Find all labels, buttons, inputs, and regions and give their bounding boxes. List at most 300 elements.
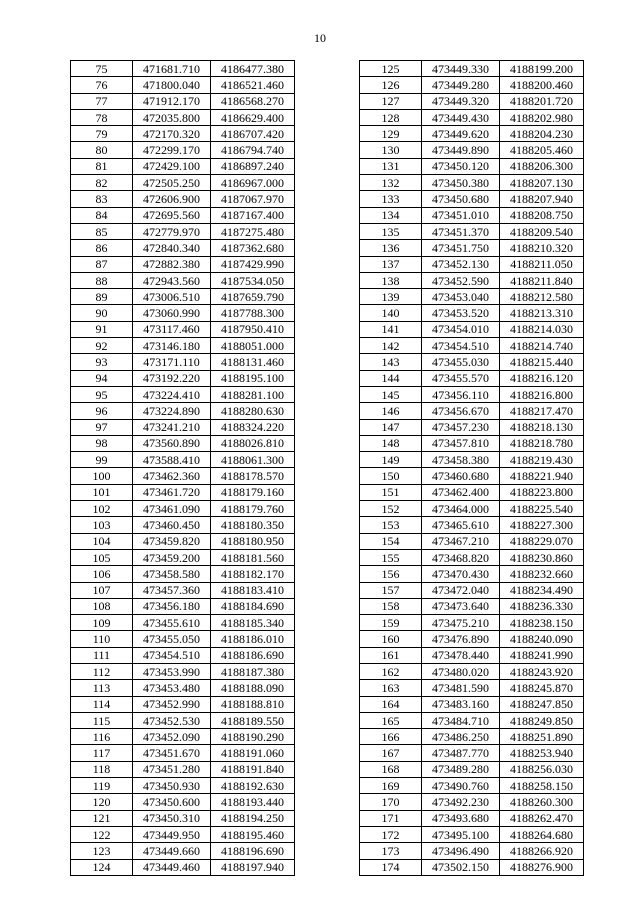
point-number-cell: 154 bbox=[360, 533, 422, 549]
y-coordinate-cell: 4188256.030 bbox=[500, 761, 584, 777]
y-coordinate-cell: 4188253.940 bbox=[500, 745, 584, 761]
point-number-cell: 122 bbox=[71, 826, 133, 842]
x-coordinate-cell: 473588.410 bbox=[133, 452, 211, 468]
x-coordinate-cell: 471912.170 bbox=[133, 93, 211, 109]
y-coordinate-cell: 4188234.490 bbox=[500, 582, 584, 598]
table-row bbox=[360, 386, 584, 402]
y-coordinate-cell: 4187362.680 bbox=[211, 240, 295, 256]
x-coordinate-cell: 473060.990 bbox=[133, 305, 211, 321]
y-coordinate-cell: 4188214.740 bbox=[500, 338, 584, 354]
y-coordinate-cell: 4186707.420 bbox=[211, 126, 295, 142]
table-row bbox=[71, 484, 295, 500]
y-coordinate-cell: 4187429.990 bbox=[211, 256, 295, 272]
table-row bbox=[71, 175, 295, 191]
x-coordinate-cell: 473460.680 bbox=[422, 468, 500, 484]
y-coordinate-cell: 4188204.230 bbox=[500, 126, 584, 142]
point-number-cell: 81 bbox=[71, 158, 133, 174]
x-coordinate-cell: 473461.090 bbox=[133, 501, 211, 517]
table-row bbox=[360, 61, 584, 77]
y-coordinate-cell: 4188026.810 bbox=[211, 435, 295, 451]
y-coordinate-cell: 4188208.750 bbox=[500, 207, 584, 223]
table-row bbox=[360, 305, 584, 321]
y-coordinate-cell: 4188200.460 bbox=[500, 77, 584, 93]
y-coordinate-cell: 4188179.160 bbox=[211, 484, 295, 500]
point-number-cell: 168 bbox=[360, 761, 422, 777]
x-coordinate-cell: 473449.330 bbox=[422, 61, 500, 77]
table-row bbox=[71, 61, 295, 77]
point-number-cell: 172 bbox=[360, 826, 422, 842]
table-row bbox=[71, 761, 295, 777]
table-row bbox=[360, 615, 584, 631]
point-number-cell: 80 bbox=[71, 142, 133, 158]
point-number-cell: 100 bbox=[71, 468, 133, 484]
table-row bbox=[71, 549, 295, 565]
y-coordinate-cell: 4188181.560 bbox=[211, 549, 295, 565]
point-number-cell: 148 bbox=[360, 435, 422, 451]
point-number-cell: 166 bbox=[360, 729, 422, 745]
x-coordinate-cell: 473451.010 bbox=[422, 207, 500, 223]
point-number-cell: 104 bbox=[71, 533, 133, 549]
y-coordinate-cell: 4188227.300 bbox=[500, 517, 584, 533]
x-coordinate-cell: 472695.560 bbox=[133, 207, 211, 223]
x-coordinate-cell: 473453.990 bbox=[133, 663, 211, 679]
x-coordinate-cell: 473454.510 bbox=[422, 338, 500, 354]
x-coordinate-cell: 473452.530 bbox=[133, 712, 211, 728]
point-number-cell: 136 bbox=[360, 240, 422, 256]
y-coordinate-cell: 4186521.460 bbox=[211, 77, 295, 93]
y-coordinate-cell: 4188281.100 bbox=[211, 386, 295, 402]
point-number-cell: 130 bbox=[360, 142, 422, 158]
y-coordinate-cell: 4187788.300 bbox=[211, 305, 295, 321]
y-coordinate-cell: 4188245.870 bbox=[500, 680, 584, 696]
y-coordinate-cell: 4187275.480 bbox=[211, 223, 295, 239]
y-coordinate-cell: 4188249.850 bbox=[500, 712, 584, 728]
point-number-cell: 95 bbox=[71, 386, 133, 402]
y-coordinate-cell: 4188186.010 bbox=[211, 631, 295, 647]
y-coordinate-cell: 4188211.840 bbox=[500, 272, 584, 288]
x-coordinate-cell: 473560.890 bbox=[133, 435, 211, 451]
y-coordinate-cell: 4188194.250 bbox=[211, 810, 295, 826]
table-row bbox=[360, 452, 584, 468]
x-coordinate-cell: 473455.050 bbox=[133, 631, 211, 647]
y-coordinate-cell: 4188213.310 bbox=[500, 305, 584, 321]
table-row bbox=[71, 142, 295, 158]
table-row bbox=[360, 729, 584, 745]
table-row bbox=[360, 745, 584, 761]
x-coordinate-cell: 473449.660 bbox=[133, 843, 211, 859]
point-number-cell: 125 bbox=[360, 61, 422, 77]
x-coordinate-cell: 473480.020 bbox=[422, 663, 500, 679]
table-row bbox=[71, 843, 295, 859]
x-coordinate-cell: 473456.670 bbox=[422, 403, 500, 419]
point-number-cell: 165 bbox=[360, 712, 422, 728]
y-coordinate-cell: 4188202.980 bbox=[500, 109, 584, 125]
y-coordinate-cell: 4188219.430 bbox=[500, 452, 584, 468]
point-number-cell: 140 bbox=[360, 305, 422, 321]
x-coordinate-cell: 473462.360 bbox=[133, 468, 211, 484]
point-number-cell: 153 bbox=[360, 517, 422, 533]
point-number-cell: 107 bbox=[71, 582, 133, 598]
x-coordinate-cell: 473467.210 bbox=[422, 533, 500, 549]
table-row bbox=[360, 240, 584, 256]
x-coordinate-cell: 473459.200 bbox=[133, 549, 211, 565]
point-number-cell: 91 bbox=[71, 321, 133, 337]
table-row bbox=[71, 419, 295, 435]
table-row bbox=[71, 126, 295, 142]
point-number-cell: 106 bbox=[71, 566, 133, 582]
y-coordinate-cell: 4188212.580 bbox=[500, 289, 584, 305]
point-number-cell: 171 bbox=[360, 810, 422, 826]
point-number-cell: 78 bbox=[71, 109, 133, 125]
x-coordinate-cell: 473452.090 bbox=[133, 729, 211, 745]
y-coordinate-cell: 4187659.790 bbox=[211, 289, 295, 305]
x-coordinate-cell: 473487.770 bbox=[422, 745, 500, 761]
y-coordinate-cell: 4188262.470 bbox=[500, 810, 584, 826]
y-coordinate-cell: 4188236.330 bbox=[500, 598, 584, 614]
y-coordinate-cell: 4188180.350 bbox=[211, 517, 295, 533]
point-number-cell: 82 bbox=[71, 175, 133, 191]
coordinates-table-left bbox=[70, 60, 295, 876]
y-coordinate-cell: 4188216.800 bbox=[500, 386, 584, 402]
x-coordinate-cell: 473450.930 bbox=[133, 778, 211, 794]
table-row bbox=[360, 370, 584, 386]
point-number-cell: 147 bbox=[360, 419, 422, 435]
point-number-cell: 90 bbox=[71, 305, 133, 321]
y-coordinate-cell: 4188195.100 bbox=[211, 370, 295, 386]
table-row bbox=[71, 680, 295, 696]
x-coordinate-cell: 473449.460 bbox=[133, 859, 211, 875]
point-number-cell: 139 bbox=[360, 289, 422, 305]
x-coordinate-cell: 473459.820 bbox=[133, 533, 211, 549]
table-row bbox=[71, 533, 295, 549]
point-number-cell: 94 bbox=[71, 370, 133, 386]
x-coordinate-cell: 473460.450 bbox=[133, 517, 211, 533]
table-row bbox=[360, 647, 584, 663]
table-row bbox=[360, 810, 584, 826]
table-row bbox=[71, 370, 295, 386]
x-coordinate-cell: 472779.970 bbox=[133, 223, 211, 239]
point-number-cell: 115 bbox=[71, 712, 133, 728]
y-coordinate-cell: 4188210.320 bbox=[500, 240, 584, 256]
table-row bbox=[360, 158, 584, 174]
point-number-cell: 167 bbox=[360, 745, 422, 761]
x-coordinate-cell: 473495.100 bbox=[422, 826, 500, 842]
point-number-cell: 142 bbox=[360, 338, 422, 354]
table-row bbox=[360, 566, 584, 582]
x-coordinate-cell: 473493.680 bbox=[422, 810, 500, 826]
x-coordinate-cell: 473192.220 bbox=[133, 370, 211, 386]
point-number-cell: 134 bbox=[360, 207, 422, 223]
x-coordinate-cell: 473453.480 bbox=[133, 680, 211, 696]
point-number-cell: 127 bbox=[360, 93, 422, 109]
x-coordinate-cell: 473468.820 bbox=[422, 549, 500, 565]
point-number-cell: 109 bbox=[71, 615, 133, 631]
table-row bbox=[71, 452, 295, 468]
point-number-cell: 162 bbox=[360, 663, 422, 679]
y-coordinate-cell: 4188211.050 bbox=[500, 256, 584, 272]
table-row bbox=[71, 598, 295, 614]
table-row bbox=[71, 794, 295, 810]
table-row bbox=[360, 794, 584, 810]
y-coordinate-cell: 4188207.130 bbox=[500, 175, 584, 191]
point-number-cell: 146 bbox=[360, 403, 422, 419]
x-coordinate-cell: 473224.890 bbox=[133, 403, 211, 419]
x-coordinate-cell: 473454.010 bbox=[422, 321, 500, 337]
table-row bbox=[360, 191, 584, 207]
point-number-cell: 141 bbox=[360, 321, 422, 337]
table-row bbox=[360, 859, 584, 875]
x-coordinate-cell: 472299.170 bbox=[133, 142, 211, 158]
table-row bbox=[360, 109, 584, 125]
x-coordinate-cell: 473449.430 bbox=[422, 109, 500, 125]
y-coordinate-cell: 4186967.000 bbox=[211, 175, 295, 191]
y-coordinate-cell: 4188188.090 bbox=[211, 680, 295, 696]
y-coordinate-cell: 4188251.890 bbox=[500, 729, 584, 745]
x-coordinate-cell: 472429.100 bbox=[133, 158, 211, 174]
x-coordinate-cell: 473449.320 bbox=[422, 93, 500, 109]
point-number-cell: 121 bbox=[71, 810, 133, 826]
table-row bbox=[71, 810, 295, 826]
y-coordinate-cell: 4188232.660 bbox=[500, 566, 584, 582]
table-row bbox=[71, 778, 295, 794]
y-coordinate-cell: 4188218.130 bbox=[500, 419, 584, 435]
y-coordinate-cell: 4188209.540 bbox=[500, 223, 584, 239]
x-coordinate-cell: 473452.590 bbox=[422, 272, 500, 288]
x-coordinate-cell: 472840.340 bbox=[133, 240, 211, 256]
x-coordinate-cell: 473481.590 bbox=[422, 680, 500, 696]
table-row bbox=[71, 615, 295, 631]
table-row bbox=[71, 191, 295, 207]
table-row bbox=[360, 696, 584, 712]
point-number-cell: 144 bbox=[360, 370, 422, 386]
y-coordinate-cell: 4188190.290 bbox=[211, 729, 295, 745]
x-coordinate-cell: 473458.380 bbox=[422, 452, 500, 468]
x-coordinate-cell: 473452.990 bbox=[133, 696, 211, 712]
y-coordinate-cell: 4188179.760 bbox=[211, 501, 295, 517]
y-coordinate-cell: 4188324.220 bbox=[211, 419, 295, 435]
x-coordinate-cell: 473464.000 bbox=[422, 501, 500, 517]
point-number-cell: 87 bbox=[71, 256, 133, 272]
table-row bbox=[360, 826, 584, 842]
point-number-cell: 124 bbox=[71, 859, 133, 875]
x-coordinate-cell: 473461.720 bbox=[133, 484, 211, 500]
table-row bbox=[360, 207, 584, 223]
table-row bbox=[71, 223, 295, 239]
point-number-cell: 123 bbox=[71, 843, 133, 859]
point-number-cell: 118 bbox=[71, 761, 133, 777]
table-row bbox=[71, 826, 295, 842]
table-row bbox=[71, 663, 295, 679]
x-coordinate-cell: 473451.370 bbox=[422, 223, 500, 239]
table-row bbox=[71, 712, 295, 728]
x-coordinate-cell: 473476.890 bbox=[422, 631, 500, 647]
point-number-cell: 131 bbox=[360, 158, 422, 174]
y-coordinate-cell: 4188192.630 bbox=[211, 778, 295, 794]
point-number-cell: 126 bbox=[360, 77, 422, 93]
x-coordinate-cell: 473462.400 bbox=[422, 484, 500, 500]
y-coordinate-cell: 4188178.570 bbox=[211, 468, 295, 484]
y-coordinate-cell: 4188225.540 bbox=[500, 501, 584, 517]
point-number-cell: 151 bbox=[360, 484, 422, 500]
y-coordinate-cell: 4186568.270 bbox=[211, 93, 295, 109]
point-number-cell: 129 bbox=[360, 126, 422, 142]
y-coordinate-cell: 4188131.460 bbox=[211, 354, 295, 370]
point-number-cell: 149 bbox=[360, 452, 422, 468]
x-coordinate-cell: 473457.230 bbox=[422, 419, 500, 435]
x-coordinate-cell: 473475.210 bbox=[422, 615, 500, 631]
x-coordinate-cell: 473117.460 bbox=[133, 321, 211, 337]
table-row bbox=[360, 549, 584, 565]
y-coordinate-cell: 4188195.460 bbox=[211, 826, 295, 842]
table-row bbox=[360, 142, 584, 158]
table-row bbox=[71, 272, 295, 288]
point-number-cell: 97 bbox=[71, 419, 133, 435]
point-number-cell: 79 bbox=[71, 126, 133, 142]
table-row bbox=[360, 631, 584, 647]
table-row bbox=[360, 680, 584, 696]
x-coordinate-cell: 473455.030 bbox=[422, 354, 500, 370]
table-row bbox=[71, 745, 295, 761]
point-number-cell: 152 bbox=[360, 501, 422, 517]
x-coordinate-cell: 473456.180 bbox=[133, 598, 211, 614]
x-coordinate-cell: 473449.950 bbox=[133, 826, 211, 842]
x-coordinate-cell: 473478.440 bbox=[422, 647, 500, 663]
y-coordinate-cell: 4188207.940 bbox=[500, 191, 584, 207]
x-coordinate-cell: 473456.110 bbox=[422, 386, 500, 402]
table-row bbox=[360, 77, 584, 93]
point-number-cell: 156 bbox=[360, 566, 422, 582]
point-number-cell: 170 bbox=[360, 794, 422, 810]
point-number-cell: 108 bbox=[71, 598, 133, 614]
x-coordinate-cell: 473449.280 bbox=[422, 77, 500, 93]
table-row bbox=[71, 289, 295, 305]
table-row bbox=[360, 533, 584, 549]
table-row bbox=[360, 663, 584, 679]
y-coordinate-cell: 4188247.850 bbox=[500, 696, 584, 712]
point-number-cell: 114 bbox=[71, 696, 133, 712]
y-coordinate-cell: 4186794.740 bbox=[211, 142, 295, 158]
x-coordinate-cell: 473454.510 bbox=[133, 647, 211, 663]
x-coordinate-cell: 473450.310 bbox=[133, 810, 211, 826]
point-number-cell: 174 bbox=[360, 859, 422, 875]
point-number-cell: 164 bbox=[360, 696, 422, 712]
point-number-cell: 132 bbox=[360, 175, 422, 191]
x-coordinate-cell: 473492.230 bbox=[422, 794, 500, 810]
point-number-cell: 116 bbox=[71, 729, 133, 745]
point-number-cell: 110 bbox=[71, 631, 133, 647]
x-coordinate-cell: 473453.040 bbox=[422, 289, 500, 305]
point-number-cell: 155 bbox=[360, 549, 422, 565]
point-number-cell: 89 bbox=[71, 289, 133, 305]
y-coordinate-cell: 4188186.690 bbox=[211, 647, 295, 663]
point-number-cell: 83 bbox=[71, 191, 133, 207]
table-row bbox=[71, 582, 295, 598]
x-coordinate-cell: 473486.250 bbox=[422, 729, 500, 745]
point-number-cell: 137 bbox=[360, 256, 422, 272]
x-coordinate-cell: 472943.560 bbox=[133, 272, 211, 288]
y-coordinate-cell: 4188280.630 bbox=[211, 403, 295, 419]
point-number-cell: 119 bbox=[71, 778, 133, 794]
point-number-cell: 111 bbox=[71, 647, 133, 663]
y-coordinate-cell: 4188260.300 bbox=[500, 794, 584, 810]
table-row bbox=[360, 223, 584, 239]
point-number-cell: 133 bbox=[360, 191, 422, 207]
table-row bbox=[360, 843, 584, 859]
point-number-cell: 135 bbox=[360, 223, 422, 239]
table-row bbox=[71, 647, 295, 663]
y-coordinate-cell: 4188191.840 bbox=[211, 761, 295, 777]
x-coordinate-cell: 473472.040 bbox=[422, 582, 500, 598]
y-coordinate-cell: 4188180.950 bbox=[211, 533, 295, 549]
table-row bbox=[71, 305, 295, 321]
x-coordinate-cell: 473171.110 bbox=[133, 354, 211, 370]
y-coordinate-cell: 4188184.690 bbox=[211, 598, 295, 614]
x-coordinate-cell: 473006.510 bbox=[133, 289, 211, 305]
x-coordinate-cell: 473490.760 bbox=[422, 778, 500, 794]
point-number-cell: 161 bbox=[360, 647, 422, 663]
y-coordinate-cell: 4188215.440 bbox=[500, 354, 584, 370]
x-coordinate-cell: 472882.380 bbox=[133, 256, 211, 272]
point-number-cell: 169 bbox=[360, 778, 422, 794]
table-row bbox=[360, 712, 584, 728]
x-coordinate-cell: 473450.380 bbox=[422, 175, 500, 191]
y-coordinate-cell: 4188264.680 bbox=[500, 826, 584, 842]
point-number-cell: 120 bbox=[71, 794, 133, 810]
table-row bbox=[360, 321, 584, 337]
x-coordinate-cell: 473451.670 bbox=[133, 745, 211, 761]
y-coordinate-cell: 4188185.340 bbox=[211, 615, 295, 631]
point-number-cell: 88 bbox=[71, 272, 133, 288]
y-coordinate-cell: 4188187.380 bbox=[211, 663, 295, 679]
x-coordinate-cell: 473489.280 bbox=[422, 761, 500, 777]
table-row bbox=[71, 354, 295, 370]
point-number-cell: 143 bbox=[360, 354, 422, 370]
y-coordinate-cell: 4188230.860 bbox=[500, 549, 584, 565]
table-row bbox=[360, 289, 584, 305]
x-coordinate-cell: 473450.120 bbox=[422, 158, 500, 174]
y-coordinate-cell: 4188191.060 bbox=[211, 745, 295, 761]
point-number-cell: 105 bbox=[71, 549, 133, 565]
y-coordinate-cell: 4186477.380 bbox=[211, 61, 295, 77]
x-coordinate-cell: 473449.620 bbox=[422, 126, 500, 142]
table-row bbox=[360, 501, 584, 517]
y-coordinate-cell: 4186629.400 bbox=[211, 109, 295, 125]
x-coordinate-cell: 471681.710 bbox=[133, 61, 211, 77]
y-coordinate-cell: 4188243.920 bbox=[500, 663, 584, 679]
y-coordinate-cell: 4188266.920 bbox=[500, 843, 584, 859]
point-number-cell: 76 bbox=[71, 77, 133, 93]
x-coordinate-cell: 473453.520 bbox=[422, 305, 500, 321]
y-coordinate-cell: 4188206.300 bbox=[500, 158, 584, 174]
y-coordinate-cell: 4188197.940 bbox=[211, 859, 295, 875]
y-coordinate-cell: 4188241.990 bbox=[500, 647, 584, 663]
y-coordinate-cell: 4187950.410 bbox=[211, 321, 295, 337]
point-number-cell: 102 bbox=[71, 501, 133, 517]
y-coordinate-cell: 4187534.050 bbox=[211, 272, 295, 288]
y-coordinate-cell: 4188276.900 bbox=[500, 859, 584, 875]
y-coordinate-cell: 4187067.970 bbox=[211, 191, 295, 207]
y-coordinate-cell: 4188183.410 bbox=[211, 582, 295, 598]
table-row bbox=[71, 386, 295, 402]
x-coordinate-cell: 472170.320 bbox=[133, 126, 211, 142]
table-row bbox=[71, 403, 295, 419]
table-row bbox=[71, 501, 295, 517]
y-coordinate-cell: 4188199.200 bbox=[500, 61, 584, 77]
table-row bbox=[360, 484, 584, 500]
coordinates-table-right bbox=[359, 60, 584, 876]
point-number-cell: 85 bbox=[71, 223, 133, 239]
table-row bbox=[360, 93, 584, 109]
